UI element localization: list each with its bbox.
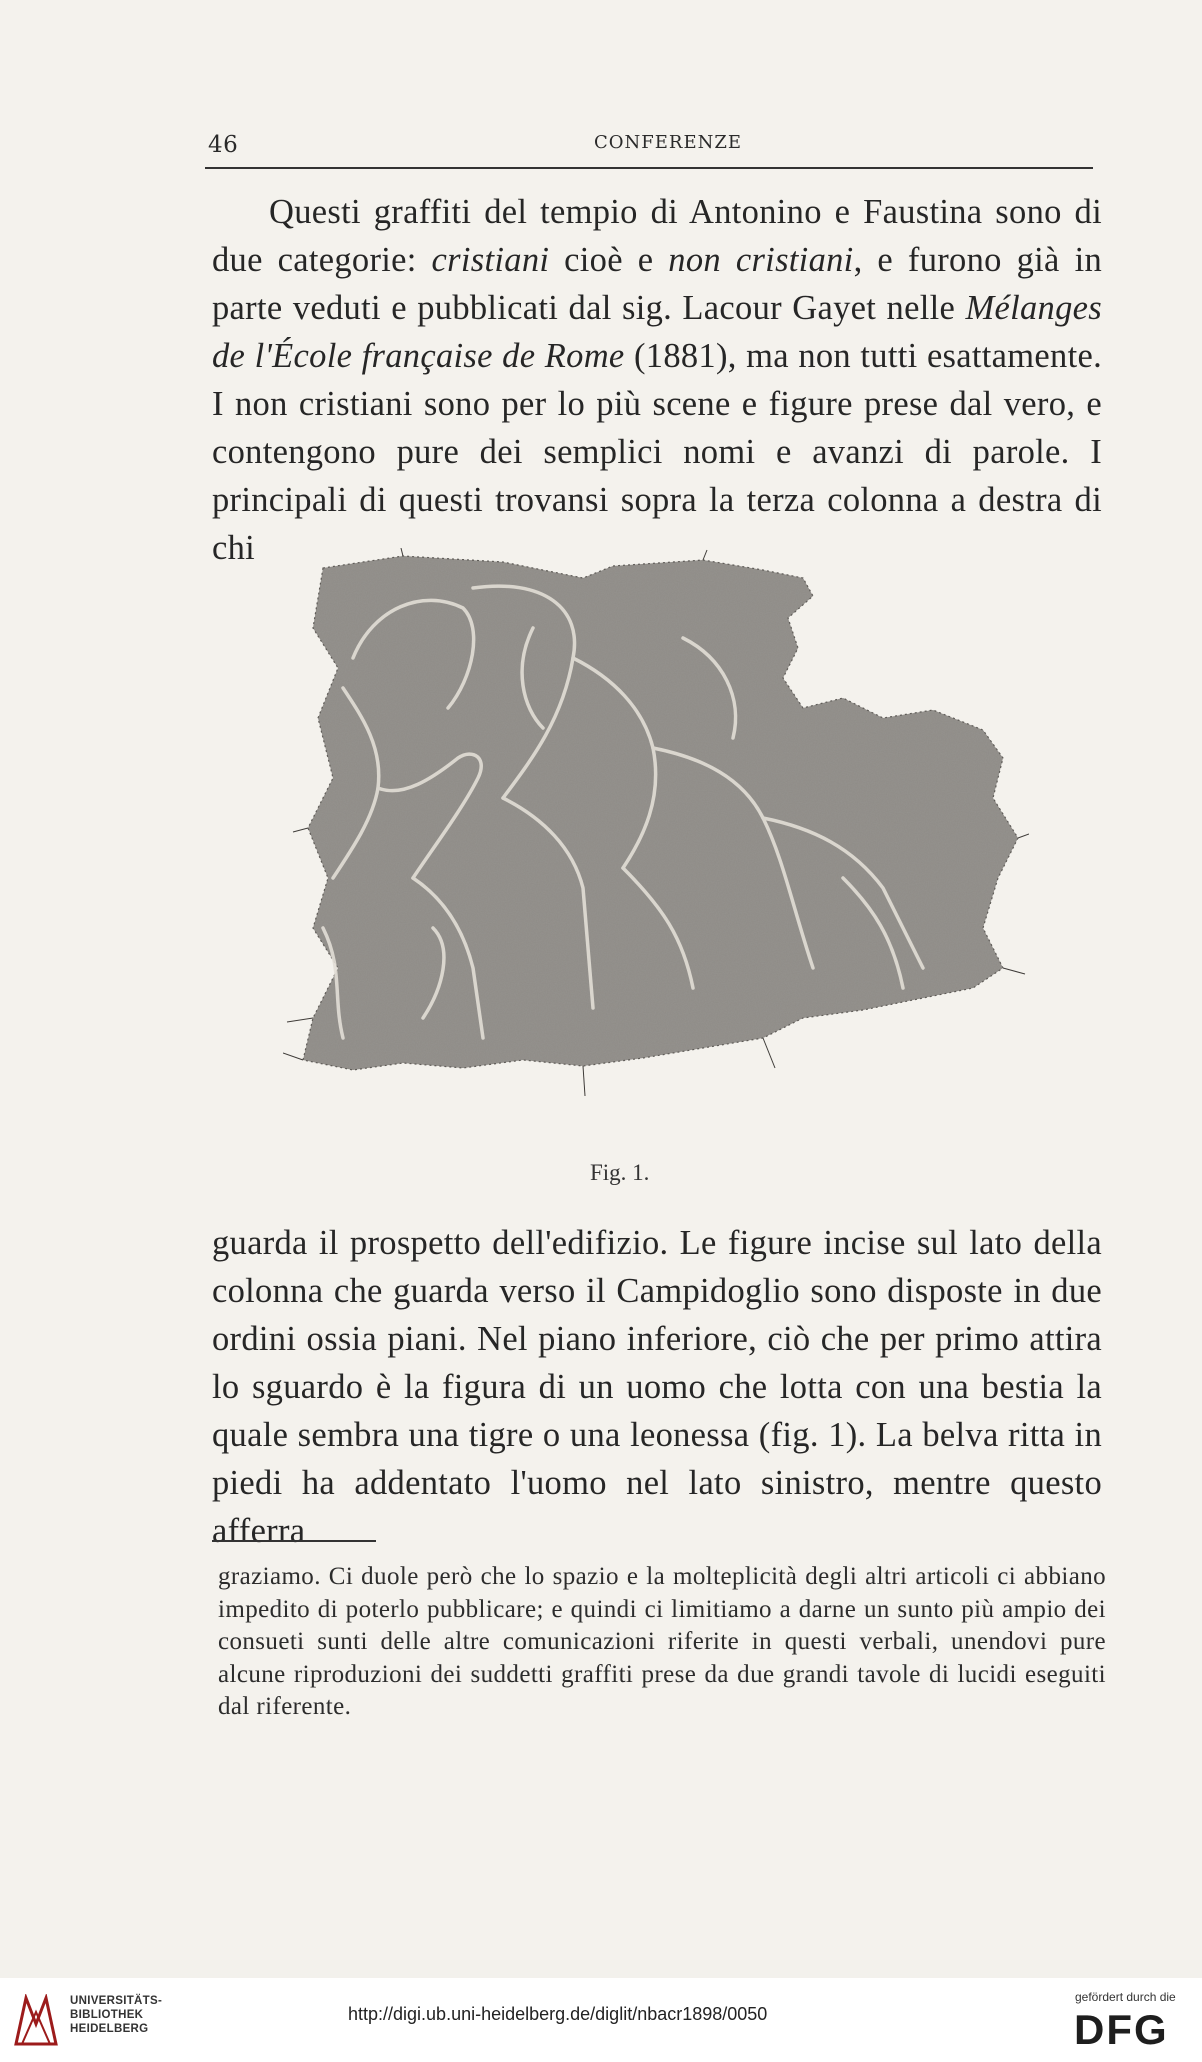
footnote: graziamo. Ci duole però che lo spazio e la molteplicità degli altri articoli ci abbiano impedito di poterlo pubblicare; e quindi ci limitiamo a darne un sunto più ampio dei consueti sunti delle altre comunicazioni riferite in questi verbali, unendovi pure alcune riproduzioni dei suddetti graffiti prese da due grandi tavole di lucidi eseguiti dal riferente. — [218, 1563, 1106, 1720]
paragraph-2: guarda il prospetto dell'edifizio. Le figure incise sul lato della colonna che guarda verso il Campidoglio sono disposte in due ordini ossia piani. Nel piano inferiore, ciò che per primo attira lo sguardo è la figura di un uomo che lotta con una bestia la quale sembra una tigre o una leonessa (fig. 1). La belva ritta in piedi ha addentato l'uomo nel lato sinistro, mentre questo afferra — [212, 1224, 1102, 1550]
library-name — [70, 1994, 210, 2036]
library-name-line-2: BIBLIOTHEK — [70, 2009, 144, 2021]
page-number: 46 — [208, 132, 239, 158]
paragraph-1-text-a: Questi graffiti del tempio di Antonino e Faustina sono di due categorie: — [212, 193, 1102, 279]
running-title: CONFERENZE — [594, 132, 742, 153]
italic-melanges-title: Mélanges de l'École française de Rome — [212, 289, 1102, 375]
graffito-figure — [283, 548, 1029, 1148]
italic-non-cristiani: non cristiani — [668, 241, 854, 279]
digitization-footer — [0, 1978, 1202, 2062]
paragraph-1-text-c: , e furono già in parte veduti e pubblicati dal sig. Lacour Gayet nelle — [212, 241, 1103, 327]
dfg-logo: DFG — [1074, 2006, 1169, 2053]
library-name-line-1: UNIVERSITÄTS- — [70, 1995, 163, 2007]
running-header — [208, 128, 1098, 162]
paragraph-1-text-b: cioè e — [549, 241, 669, 279]
footnote-rule — [212, 1540, 376, 1542]
paragraph-1-text-d: (1881), ma non tutti esattamente. I non cristiani sono per lo più scene e figure prese dal vero, e contengono pure dei semplici nomi e avanzi di parole. I principali di questi trovansi sopra la terza colonna a destra di chi — [212, 337, 1102, 567]
funded-by-text: gefördert durch die — [1075, 1990, 1176, 2004]
italic-cristiani: cristiani — [431, 241, 550, 279]
library-name-line-3: HEIDELBERG — [70, 2023, 149, 2035]
header-rule — [205, 167, 1093, 169]
permalink-url[interactable]: http://digi.ub.uni-heidelberg.de/diglit/nbacr1898/0050 — [348, 2004, 768, 2024]
university-library-logo-icon — [12, 1994, 60, 2048]
paragraph-1 — [212, 188, 1102, 572]
figure-caption: Fig. 1. — [590, 1160, 650, 1185]
rubbing-texture — [303, 556, 1018, 1070]
